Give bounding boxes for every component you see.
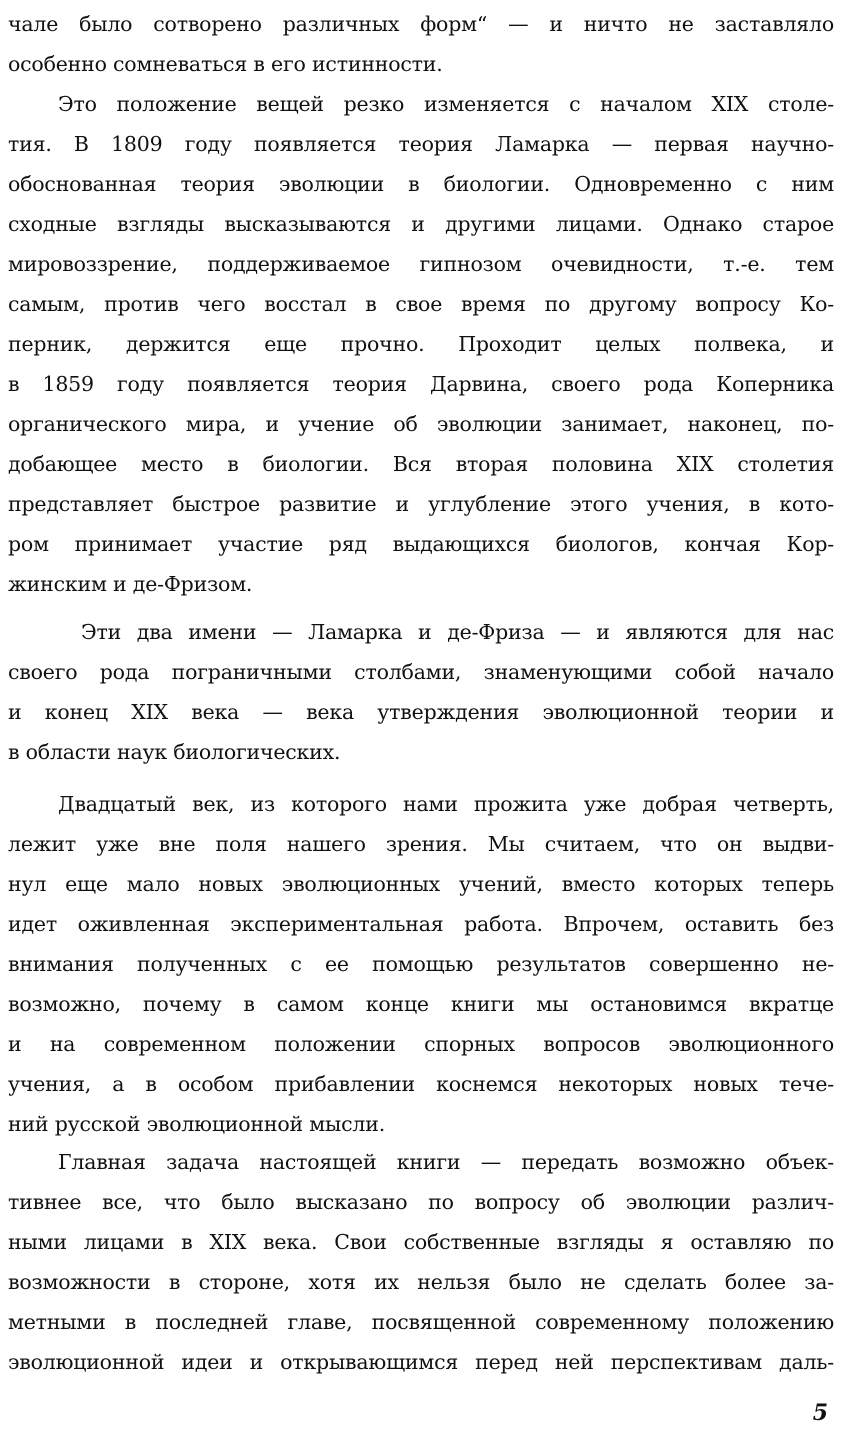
text-line: возможно, почему в самом конце книги мы остановимся вкратце: [8, 992, 834, 1016]
text-line: эволюционной идеи и открывающимся перед ней перспективам даль-: [8, 1350, 834, 1374]
text-line: ний русской эволюционной мысли.: [8, 1112, 386, 1136]
text-line: учения, а в особом прибавлении коснемся некоторых новых тече-: [8, 1072, 834, 1096]
text-line: органического мира, и учение об эволюции занимает, наконец, по-: [8, 412, 834, 436]
text-line: перник, держится еще прочно. Проходит целых полвека, и: [8, 332, 834, 356]
text-line: и на современном положении спорных вопросов эволюционного: [8, 1032, 834, 1056]
text-line: Двадцатый век, из которого нами прожита уже добрая четверть,: [58, 792, 834, 816]
text-line: представляет быстрое развитие и углубление этого учения, в кото-: [8, 492, 834, 516]
text-line: внимания полученных с ее помощью результатов совершенно не-: [8, 952, 834, 976]
paragraph-1: [8, 4, 834, 84]
text-line: Эти два имени — Ламарка и де-Фриза — и являются для нас: [81, 620, 834, 644]
text-line: добающее место в биологии. Вся вторая половина XIX столетия: [8, 452, 834, 476]
text-line: в 1859 году появляется теория Дарвина, своего рода Коперника: [8, 372, 834, 396]
text-line: чале было сотворено различных форм“ — и ничто не заставляло: [8, 12, 834, 36]
paragraph-5: [8, 1142, 834, 1382]
text-line: сходные взгляды высказываются и другими лицами. Однако старое: [8, 212, 834, 236]
text-line: особенно сомневаться в его истинности.: [8, 52, 443, 76]
page-number: 5: [812, 1400, 828, 1426]
text-line: возможности в стороне, хотя их нельзя было не сделать более за-: [8, 1270, 834, 1294]
paragraph-4: [8, 784, 834, 1144]
paragraph-2: [8, 84, 834, 604]
text-line: в области наук биологических.: [8, 740, 341, 764]
text-line: обоснованная теория эволюции в биологии. Одновременно с ним: [8, 172, 834, 196]
text-line: жинским и де-Фризом.: [8, 572, 253, 596]
text-line: мировоззрение, поддерживаемое гипнозом очевидности, т.-е. тем: [8, 252, 834, 276]
text-line: самым, против чего восстал в свое время по другому вопросу Ко-: [8, 292, 834, 316]
book-page: [8, 0, 834, 1444]
text-line: идет оживленная экспериментальная работа. Впрочем, оставить без: [8, 912, 834, 936]
text-line: Главная задача настоящей книги — передать возможно объек-: [58, 1150, 834, 1174]
text-line: Это положение вещей резко изменяется с началом XIX столе-: [58, 92, 834, 116]
text-line: лежит уже вне поля нашего зрения. Мы считаем, что он выдви-: [8, 832, 834, 856]
text-line: метными в последней главе, посвященной современному положению: [8, 1310, 834, 1334]
text-line: нул еще мало новых эволюционных учений, вместо которых теперь: [8, 872, 834, 896]
text-line: тия. В 1809 году появляется теория Ламарка — первая научно-: [8, 132, 834, 156]
paragraph-3: [8, 612, 834, 772]
text-line: своего рода пограничными столбами, знаменующими собой начало: [8, 660, 834, 684]
text-line: и конец XIX века — века утверждения эволюционной теории и: [8, 700, 834, 724]
text-line: ром принимает участие ряд выдающихся биологов, кончая Кор-: [8, 532, 834, 556]
text-line: тивнее все, что было высказано по вопросу об эволюции различ-: [8, 1190, 834, 1214]
text-line: ными лицами в XIX века. Свои собственные взгляды я оставляю по: [8, 1230, 834, 1254]
